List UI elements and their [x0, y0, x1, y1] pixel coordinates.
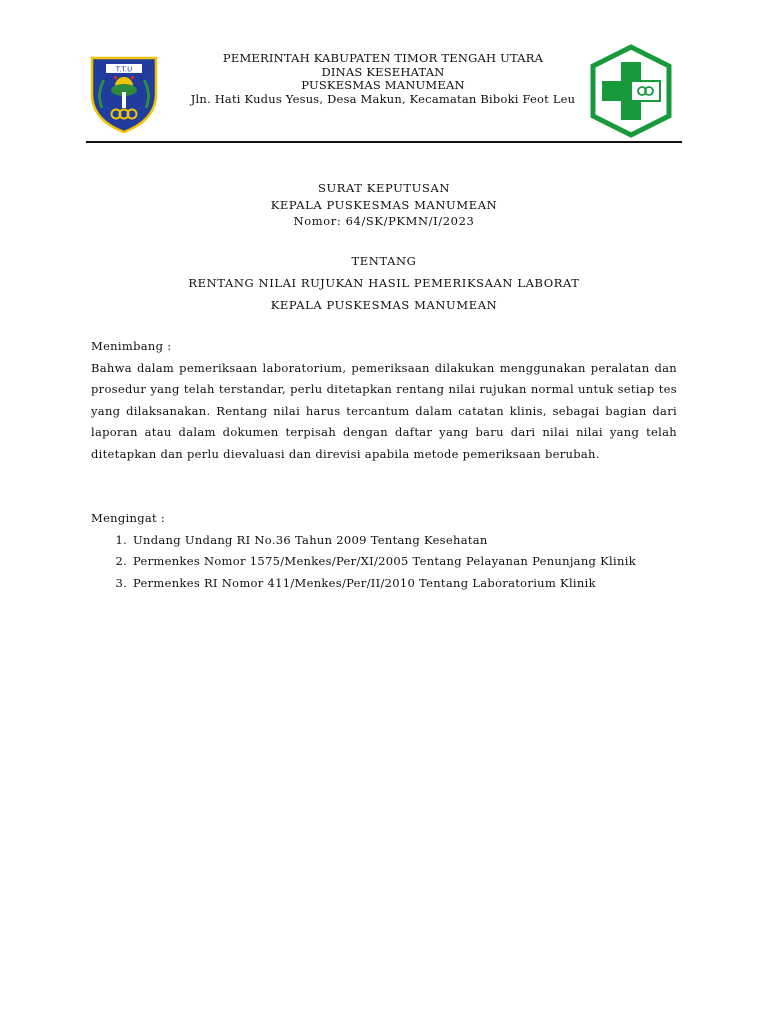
decree-body — [91, 336, 677, 594]
subject-text: RENTANG NILAI RUJUKAN HASIL PEMERIKSAAN LABORAT — [188, 276, 580, 290]
mengingat-label: Mengingat : — [91, 511, 166, 525]
government-name: PEMERINTAH KABUPATEN TIMOR TENGAH UTARA — [222, 51, 544, 65]
decree-number: Nomor: 64/SK/PKMN/I/2023 — [293, 214, 475, 228]
puskesmas-logo — [588, 44, 674, 138]
list-item: 3. Permenkes RI Nomor 411/Menkes/Per/II/2010 Tentang Laboratorium Klinik — [131, 573, 677, 595]
decree-issuer: KEPALA PUSKESMAS MANUMEAN — [270, 197, 498, 212]
list-item: 1. Undang Undang RI No.36 Tahun 2009 Tentang Kesehatan — [131, 530, 677, 552]
emblem-label: T.T.U — [115, 65, 133, 74]
tentang-label: TENTANG — [351, 254, 417, 268]
section-spacer — [91, 465, 677, 508]
mengingat-list — [91, 530, 677, 595]
decree-subject — [86, 250, 682, 316]
menimbang-paragraph: Bahwa dalam pemeriksaan laboratorium, pemeriksaan dilakukan menggunakan peralatan dan prosedur yang telah terstandar, perlu ditetapkan rentang nilai rujukan normal untuk setiap tes yang dilaksanakan. Rentang nilai harus tercantum dalam catatan klinis, sebagai bagian dari laporan atau dalam dokumen terpisah dengan daftar yang baru dari nilai nilai yang telah ditetapkan dan perlu dievaluasi dan direvisi apabila metode pemeriksaan berubah. — [91, 360, 677, 461]
subject-authority: KEPALA PUSKESMAS MANUMEAN — [270, 298, 498, 312]
letterhead-divider — [86, 141, 682, 143]
letterhead — [160, 52, 606, 106]
menimbang-label: Menimbang : — [91, 339, 172, 353]
decree-title — [86, 180, 682, 230]
decree-type: SURAT KEPUTUSAN — [317, 181, 451, 195]
regency-emblem-logo — [88, 54, 160, 134]
department-name: DINAS KESEHATAN — [321, 64, 445, 79]
institution-address: Jln. Hati Kudus Yesus, Desa Makun, Kecamatan Biboki Feot Leu — [190, 91, 576, 106]
list-item: 2. Permenkes Nomor 1575/Menkes/Per/XI/2005 Tentang Pelayanan Penunjang Klinik — [131, 551, 677, 573]
institution-name: PUSKESMAS MANUMEAN — [301, 78, 465, 92]
